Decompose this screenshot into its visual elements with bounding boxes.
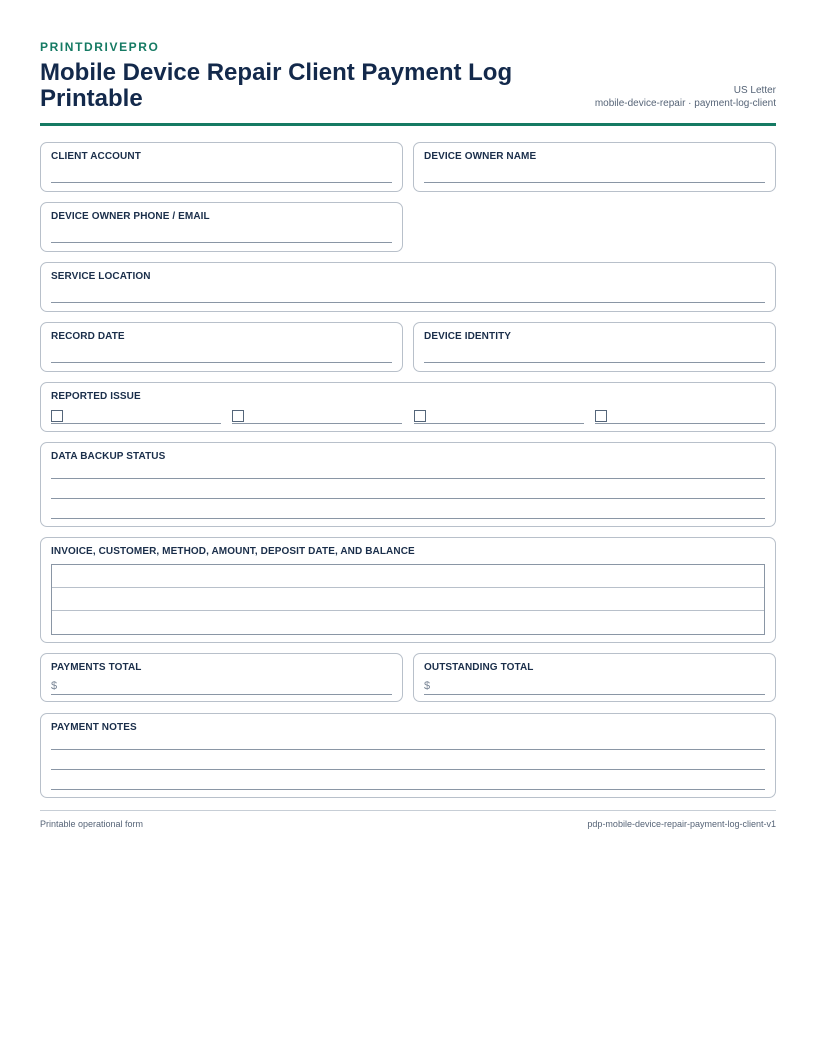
client-account-label: CLIENT ACCOUNT: [51, 151, 141, 162]
data-backup-status-input[interactable]: [51, 498, 765, 499]
client-account-input[interactable]: [51, 182, 392, 183]
device-identity-input[interactable]: [424, 362, 765, 363]
paper-size: US Letter: [733, 85, 776, 96]
reported-issue-option: [414, 409, 584, 425]
page-header: [40, 40, 776, 126]
payment-notes-input[interactable]: [51, 789, 765, 790]
footer-form-id: pdp-mobile-device-repair-payment-log-client-v1: [587, 819, 776, 829]
payment-notes-label: PAYMENT NOTES: [51, 722, 137, 733]
device-owner-contact-input[interactable]: [51, 242, 392, 243]
service-location-label: SERVICE LOCATION: [51, 271, 151, 282]
reported-issue-checkbox[interactable]: [51, 410, 63, 422]
record-date-label: RECORD DATE: [51, 331, 125, 342]
device-owner-name-label: DEVICE OWNER NAME: [424, 151, 537, 162]
footer-description: Printable operational form: [40, 819, 144, 829]
reported-issue-option: [595, 409, 765, 425]
table-row[interactable]: [52, 611, 764, 634]
reported-issue-option-input[interactable]: [414, 423, 584, 424]
payments-total-input[interactable]: [51, 694, 392, 695]
payment-notes-card: [40, 713, 776, 798]
device-owner-contact-label: DEVICE OWNER PHONE / EMAIL: [51, 211, 210, 222]
reported-issue-label: REPORTED ISSUE: [51, 391, 141, 402]
device-owner-contact-card: [40, 202, 403, 252]
service-location-input[interactable]: [51, 302, 765, 303]
payment-notes-input[interactable]: [51, 749, 765, 750]
reported-issue-option-input[interactable]: [595, 423, 765, 424]
page-title: Mobile Device Repair Client Payment Log Printable: [40, 59, 513, 112]
outstanding-total-label: OUTSTANDING TOTAL: [424, 662, 534, 673]
data-backup-status-input[interactable]: [51, 518, 765, 519]
client-account-card: [40, 142, 403, 192]
form-slug: mobile-device-repair · payment-log-client: [594, 98, 776, 109]
reported-issue-checkbox[interactable]: [414, 410, 426, 422]
page-footer: [40, 810, 776, 829]
reported-issue-checkbox[interactable]: [232, 410, 244, 422]
reported-issue-option-input[interactable]: [51, 423, 221, 424]
payments-total-card: [40, 653, 403, 702]
data-backup-status-input[interactable]: [51, 478, 765, 479]
reported-issue-checkbox[interactable]: [595, 410, 607, 422]
payment-notes-input[interactable]: [51, 769, 765, 770]
reported-issue-option: [51, 409, 221, 425]
payment-table-label: INVOICE, CUSTOMER, METHOD, AMOUNT, DEPOSIT DATE, AND BALANCE: [51, 546, 415, 557]
data-backup-status-label: DATA BACKUP STATUS: [51, 451, 166, 462]
brand-name: PRINTDRIVEPRO: [40, 40, 160, 54]
device-identity-card: [413, 322, 776, 372]
service-location-card: [40, 262, 776, 312]
device-owner-name-card: [413, 142, 776, 192]
device-identity-label: DEVICE IDENTITY: [424, 331, 512, 342]
header-meta: [595, 84, 776, 112]
payments-total-label: PAYMENTS TOTAL: [51, 662, 142, 673]
payment-table-card: [40, 537, 776, 643]
table-row[interactable]: [52, 565, 764, 588]
table-row[interactable]: [52, 588, 764, 611]
header-bar: [40, 60, 776, 126]
payment-table: [51, 564, 765, 635]
outstanding-total-input[interactable]: [424, 694, 765, 695]
record-date-input[interactable]: [51, 362, 392, 363]
reported-issue-option: [232, 409, 402, 425]
reported-issue-card: [40, 382, 776, 432]
outstanding-total-currency: $: [424, 680, 431, 692]
data-backup-status-card: [40, 442, 776, 527]
record-date-card: [40, 322, 403, 372]
device-owner-name-input[interactable]: [424, 182, 765, 183]
outstanding-total-card: [413, 653, 776, 702]
payments-total-currency: $: [51, 680, 58, 692]
reported-issue-option-input[interactable]: [232, 423, 402, 424]
